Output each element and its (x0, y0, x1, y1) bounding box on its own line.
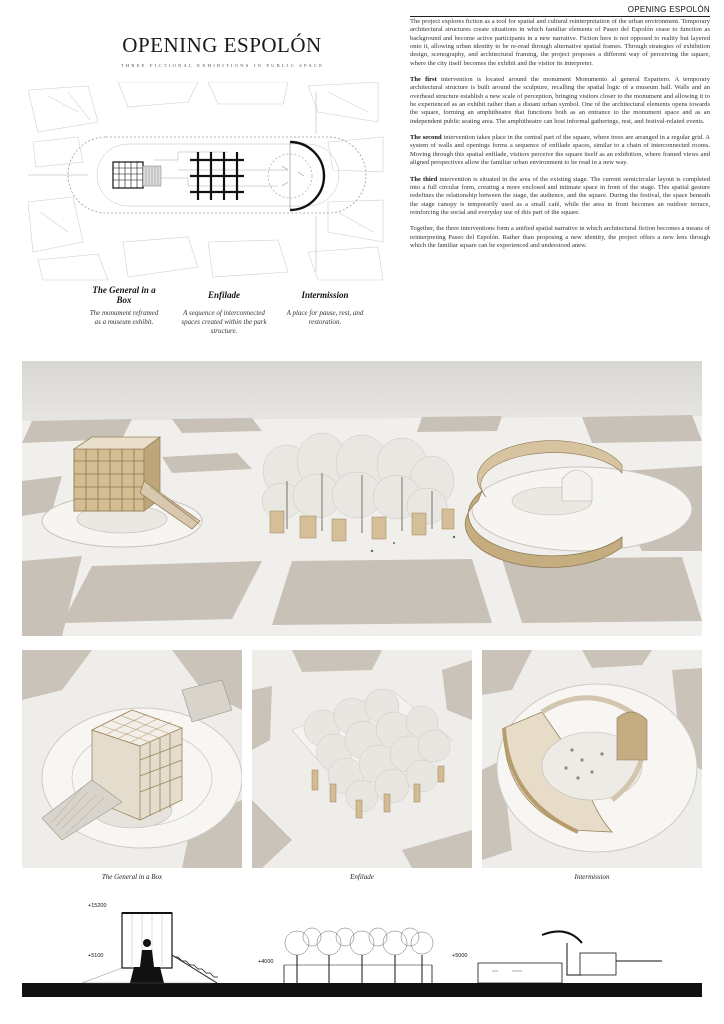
paragraph-intro: The project explores fiction as a tool for spatial and cultural reinterpretation of the urban environment. Temporary architectural structures create situations in which familiar elements of Paseo del Espolón cease to function as background and become active participants in a new narrative. Fiction here is not opposed to reality but layered onto it, allowing urban identity to be re-read through alternative spatial frames. Through strategies of exhibition design, scenography, and architectural framing, the project proposes a different way of perceiving the square, where the city itself becomes the exhibit and the visitor its interpreter. (410, 18, 710, 67)
header-label: OPENING ESPOLÓN (627, 5, 710, 14)
section-intermission (478, 931, 662, 983)
caption-desc-general: The monument reframed as a museum exhibit. (89, 309, 159, 326)
paragraph-third: The third intervention is situated in the area of the existing stage. The current semicircular layout is completed into a full circular form, creating a more enclosed and intimate space in front of the stage. This spatial gesture redefines the relationship between the stage, the audience, and the square. During the festival, the space beneath the stage canopy is temporarily used as a small café, while the area in front becomes an outdoor terrace, reinforcing the social and everyday use of this part of the square. (410, 175, 710, 216)
elev-enfilade: +4000 (258, 959, 274, 965)
context-blocks (28, 82, 383, 280)
paragraph-conclusion: Together, the three interventions form a unified spatial narrative in which architectural fiction becomes a means of reinterpreting Paseo del Espolón. Rather than proposing a new identity, the project offers a new lens through which the familiar square can be experienced and understood anew. (410, 225, 710, 249)
photo-caption-enfilade: Enfilade (350, 873, 374, 881)
caption-title-enfilade: Enfilade (207, 290, 240, 300)
circulation-lines (28, 92, 316, 272)
section-general (82, 913, 218, 983)
section-drawings (22, 895, 702, 1005)
site-plan-diagram (28, 82, 386, 282)
paragraph-first-lead: The first (410, 76, 437, 84)
caption-desc-intermission: A place for pause, rest, and restoration. (286, 309, 364, 326)
header-rule (410, 16, 710, 17)
model-photo-overview (22, 361, 702, 636)
model-photo-general (22, 650, 242, 868)
ground-line (22, 983, 702, 997)
elev-intermission: +5000 (452, 953, 468, 959)
elev-general-mid: +5100 (88, 953, 104, 959)
intermission-plan (268, 142, 324, 210)
elev-general-top: +15200 (88, 903, 107, 909)
general-in-a-box-plan (113, 162, 161, 188)
paragraph-second: The second intervention takes place in the central part of the square, where trees are arranged in a regular grid. A system of walls and openings forms a sequence of enfilade spaces, similar to a chain of interconnected rooms. Moving through this spatial enfilade, visitors perceive the square itself as an exhibition, where framed views and aligned perspectives allow the familiar urban environment to be read in a new way. (410, 134, 711, 167)
photo-caption-general: The General in a Box (101, 873, 163, 881)
page-title: OPENING ESPOLÓN (122, 33, 322, 57)
caption-desc-enfilade: A sequence of interconnected spaces created within the park structure. (181, 309, 267, 335)
paragraph-third-lead: The third (410, 175, 438, 183)
paragraph-second-lead: The second (410, 134, 442, 142)
page-subtitle: THREE FICTIONAL EXHIBITIONS IN PUBLIC SPACE (120, 63, 325, 68)
model-photo-enfilade (252, 650, 472, 868)
caption-title-intermission: Intermission (301, 290, 349, 300)
section-enfilade (284, 928, 433, 983)
paragraph-first: The first intervention is located around the monument Monumento al general Espartero. A temporary architectural structure is built around the sculpture, recalling the spatial logic of a museum hall. Walls and an overhead structure establish a new scale of perception, bringing visitors closer to the monument and allowing it to be experienced as an exhibit rather than a distant urban symbol. One of the architectural elements opens towards the square, forming an amphitheatre that functions both as an entrance to the monument space and as an independent public seating area. The amphitheatre can host informal gatherings, rest, and festival-related events. (410, 76, 710, 125)
photo-caption-intermission: Intermission (574, 873, 610, 881)
model-photo-intermission (482, 650, 702, 868)
enfilade-plan (190, 152, 244, 200)
caption-title-general: The General in a Box (92, 285, 156, 305)
description-text (410, 18, 710, 258)
